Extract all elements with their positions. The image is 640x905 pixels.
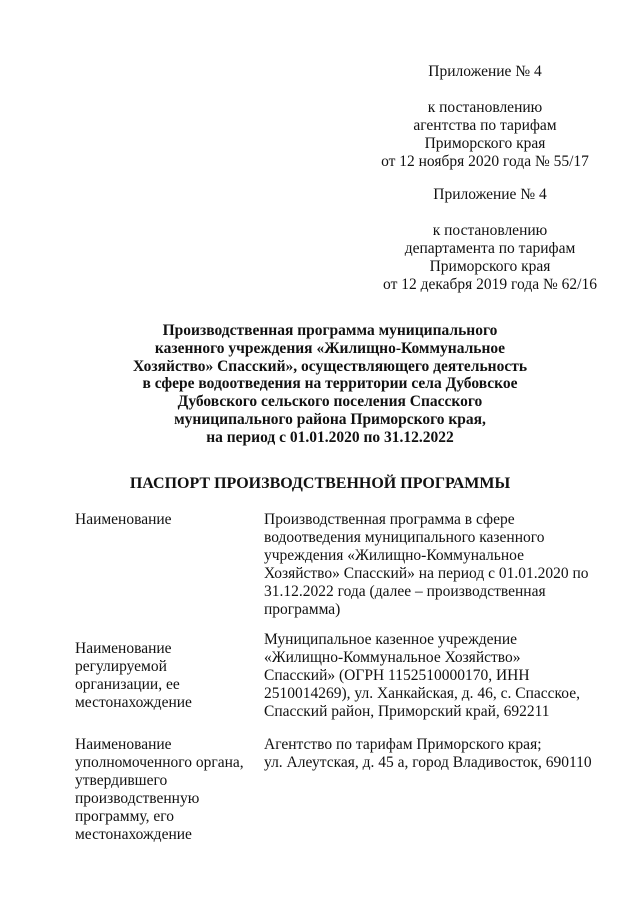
passport-heading: ПАСПОРТ ПРОИЗВОДСТВЕННОЙ ПРОГРАММЫ: [129, 475, 511, 492]
annex-current-title: Приложение № 4: [428, 63, 542, 80]
passport-row-label: Наименование: [75, 511, 172, 528]
annex-current: [380, 63, 590, 171]
program-title: [100, 322, 560, 447]
annex-current-line: Приморского края: [424, 135, 546, 152]
program-title-line: в сфере водоотведения на территории села Дубовское: [142, 375, 518, 393]
annex-current-line: от 12 ноября 2020 года № 55/17: [381, 153, 589, 170]
program-title-line: Производственная программа муниципального: [162, 322, 498, 339]
annex-previous-title: Приложение № 4: [433, 186, 547, 203]
annex-current-line: к постановлению: [427, 99, 543, 116]
annex-previous: [380, 186, 600, 294]
annex-current-line: агентства по тарифам: [413, 117, 557, 134]
passport-row-label: Наименование регулируемой организации, ее местонахождение: [75, 640, 192, 711]
passport-row-label: Наименование уполномоченного органа, утвердившего производственную программу, его местонахождение: [75, 736, 244, 843]
program-title-line: Дубовского сельского поселения Спасского: [177, 393, 483, 411]
program-title-line: казенного учреждения «Жилищно-Коммунальное: [154, 339, 506, 357]
annex-previous-line: Приморского края: [429, 258, 551, 275]
program-title-line: Хозяйство» Спасский», осуществляющего деятельность: [132, 357, 528, 375]
passport-row-value: Производственная программа в сфере водоотведения муниципального казенного учреждения «Жилищно-Коммунальное Хозяйство» Спасский» на период с 01.01.2020 по 31.12.2022 года (далее – производственная программа): [264, 511, 589, 618]
program-title-line: на период с 01.01.2020 по 31.12.2022: [206, 428, 454, 446]
annex-previous-line: департамента по тарифам: [404, 240, 576, 257]
annex-previous-line: к постановлению: [432, 222, 548, 239]
passport-row-value: Муниципальное казенное учреждение «Жилищно-Коммунальное Хозяйство» Спасский» (ОГРН 1152510000170, ИНН 2510014269), ул. Ханкайская, д. 46, с. Спасское, Спасский район, Приморский край, 692211: [264, 631, 580, 720]
annex-previous-line: от 12 декабря 2019 года № 62/16: [383, 276, 597, 293]
program-title-line: муниципального района Приморского края,: [174, 410, 486, 428]
passport-row-value: Агентство по тарифам Приморского края; ул. Алеутская, д. 45 а, город Владивосток, 690110: [264, 736, 592, 771]
